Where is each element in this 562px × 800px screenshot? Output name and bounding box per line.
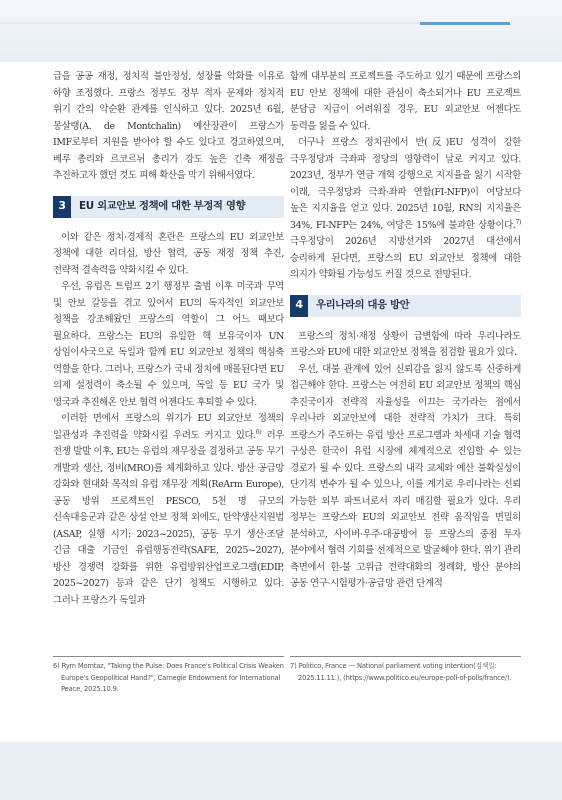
- page-footer-band: [0, 742, 562, 800]
- section-title: EU 외교안보 정책에 대한 부정적 영향: [79, 200, 246, 213]
- section-number: 4: [290, 295, 308, 317]
- footnote-divider: [290, 656, 521, 657]
- paragraph-text: 더구나 프랑스 정치권에서 반(反)EU 성격이 강한 극우정당과 극좌파 정당의 영향력이 날로 커지고 있다. 2023년, 정부가 연금 개혁 강행으로 지지율을 잃기 시작한 이래, 극우정당과 극좌·좌파 연합(FI-NFP)이 여당보다 높은 지지율을 얻고 있다. 2025년 10월, RN의 지지율은 34%, FI-NFP는 24%, 여당은 15%에 불과한 상황이다.: [290, 137, 521, 231]
- paragraph: 우선, 대불 관계에 있어 신뢰감을 잃지 않도록 신중하게 접근해야 한다. 프랑스는 여전히 EU 외교안보 정책의 핵심 추진국이자 전략적 자율성을 이끄는 국가라는 점에서 우리나라 외교안보에 대한 전략적 가치가 크다. 특히 프랑스가 주도하는 유럽 방산 프로그램과 차세대 기술 협력 구상은 한국이 유럽 시장에 체계적으로 진입할 수 있는 경로가 될 수 있다. 프랑스의 내각 교체와 예산 불확실성이 단기적 변수가 될 수 있으나, 이를 계기로 우리나라는 신뢰 가능한 외부 파트너로서 자리 매김할 필요가 있다. 우리 정부는 프랑스와 EU의 외교안보 전략 움직임을 면밀히 분석하고, 사이버·우주·대공방어 등 프랑스의 중점 투자 분야에서 협력 기회를 선제적으로 발굴해야 한다. 위기 관리 측면에서 한-불 고위급 전략대화의 정례화, 방산 분야의 공동 연구·시험평가·공급망 관련 단계적: [290, 363, 521, 589]
- footnote-text: Rym Momtaz, "Taking the Pulse: Does France's Political Crisis Weaken Europe's Geopolitical Hand?", Carnegie Endowment for International Peace, 2025.10.9.: [61, 662, 284, 693]
- paragraph: [290, 135, 521, 284]
- paragraph: [53, 411, 284, 609]
- paragraph-text: 극우정당이 2026년 지방선거와 2027년 대선에서 승리하게 된다면, 프랑스의 EU 외교안보 정책에 대한 의지가 약화될 가능성도 커질 것으로 전망된다.: [290, 236, 521, 280]
- paragraph: 우선, 유럽은 트럼프 2기 행정부 출범 이후 미국과 무역 및 안보 갈등을 겪고 있어서 EU의 독자적인 외교안보 정책을 강조해왔던 프랑스의 역할이 그 어느 때보다 필요하다. 프랑스는 EU의 유일한 핵 보유국이자 UN 상임이사국으로 독일과 함께 EU 외교안보 정책의 핵심축 역할을 한다. 그러나, 프랑스가 국내 정치에 매몰된다면 EU 의제 설정력이 축소될 수 있으며, 독일 등 EU 국가 및 영국과 추진해온 안보 협력 어젠다도 후퇴할 수 있다.: [53, 281, 284, 408]
- paragraph: 함께 대부분의 프로젝트를 주도하고 있기 때문에 프랑스의 EU 안보 정책에 대한 관심이 축소되거나 EU 프로젝트 분담금 지급이 어려워질 경우, EU 외교안보 어젠다도 동력을 잃을 수 있다.: [290, 71, 521, 132]
- section-heading-4: [290, 295, 521, 317]
- right-column: [290, 69, 521, 593]
- section-number: 3: [53, 196, 71, 218]
- section-heading-3: [53, 196, 284, 218]
- footnote-mark: 6): [53, 662, 60, 670]
- paragraph-text: 러우 전쟁 발발 이후, EU는 유럽의 재무장을 결정하고 공동 무기 개발과 생산, 정비(MRO)를 체계화하고 있다. 방산 공급망 강화와 현대화 목적의 유럽 재무장 계획(ReArm Europe), 공동 방위 프로젝트인 PESCO, 5천 명 규모의 신속대응군과 같은 상설 안보 정책 외에도, 탄약생산지원법(ASAP, 실행 시기: 2023~2025), 공동 무기 생산·조달 긴급 대출 기금인 유럽행동전략(SAFE, 2025~2027), 방산 경쟁력 강화를 위한 유럽방위산업프로그램(EDIP, 2025~2027) 등과 같은 단기 정책도 시행하고 있다. 그러나 프랑스가 독일과: [53, 429, 284, 606]
- footnote-body: [290, 661, 521, 684]
- section-title: 우리나라의 대응 방안: [316, 299, 410, 312]
- page-header-band: [0, 0, 562, 62]
- paragraph: 이와 같은 정치·경제적 혼란은 프랑스의 EU 외교안보 정책에 대한 리더십, 방산 협력, 공동 재정 정책 추진, 전략적 결속력을 약화시킬 수 있다.: [53, 231, 284, 276]
- paragraph: 급을 공공 재정, 정치적 불안정성, 성장률 악화를 이유로 하향 조정했다. 프랑스 정부도 정부 적자 문제와 정치적 위기 간의 악순환 관계를 인식하고 있다. 2025년 6월, 몽살랭(A. de Montchalin) 예산장관이 프랑스가 IMF로부터 지원을 받아야 할 수도 있다고 경고하였으며, 베루 총리와 르코르뉘 총리가 강도 높은 긴축 재정을 추진하고자 했던 것도 피해 확산을 막기 위해서였다.: [53, 71, 284, 181]
- footnote-body: [53, 661, 284, 696]
- left-column: [53, 69, 284, 609]
- header-accent-rule: [420, 22, 510, 25]
- footnote-ref[interactable]: 6): [255, 428, 262, 436]
- paragraph: 프랑스의 정치·재정 상황이 급변함에 따라 우리나라도 프랑스와 EU에 대한 외교안보 정책을 점검할 필요가 있다.: [290, 330, 521, 358]
- footnote-divider: [53, 656, 284, 657]
- paragraph-text: 이러한 면에서 프랑스의 위기가 EU 외교안보 정책의 일관성과 추진력을 약화시킬 우려도 커지고 있다.: [53, 413, 284, 441]
- footnote-mark: 7): [290, 662, 297, 670]
- footnote-6: [53, 661, 284, 696]
- footnote-ref[interactable]: 7): [515, 218, 521, 226]
- footnote-text: Politico, France — National parliament voting intention(검색일: 2025.11.11.), (https://www.politico.eu/europe-poll-of-polls/france/).: [298, 662, 512, 682]
- footnote-7: [290, 661, 521, 684]
